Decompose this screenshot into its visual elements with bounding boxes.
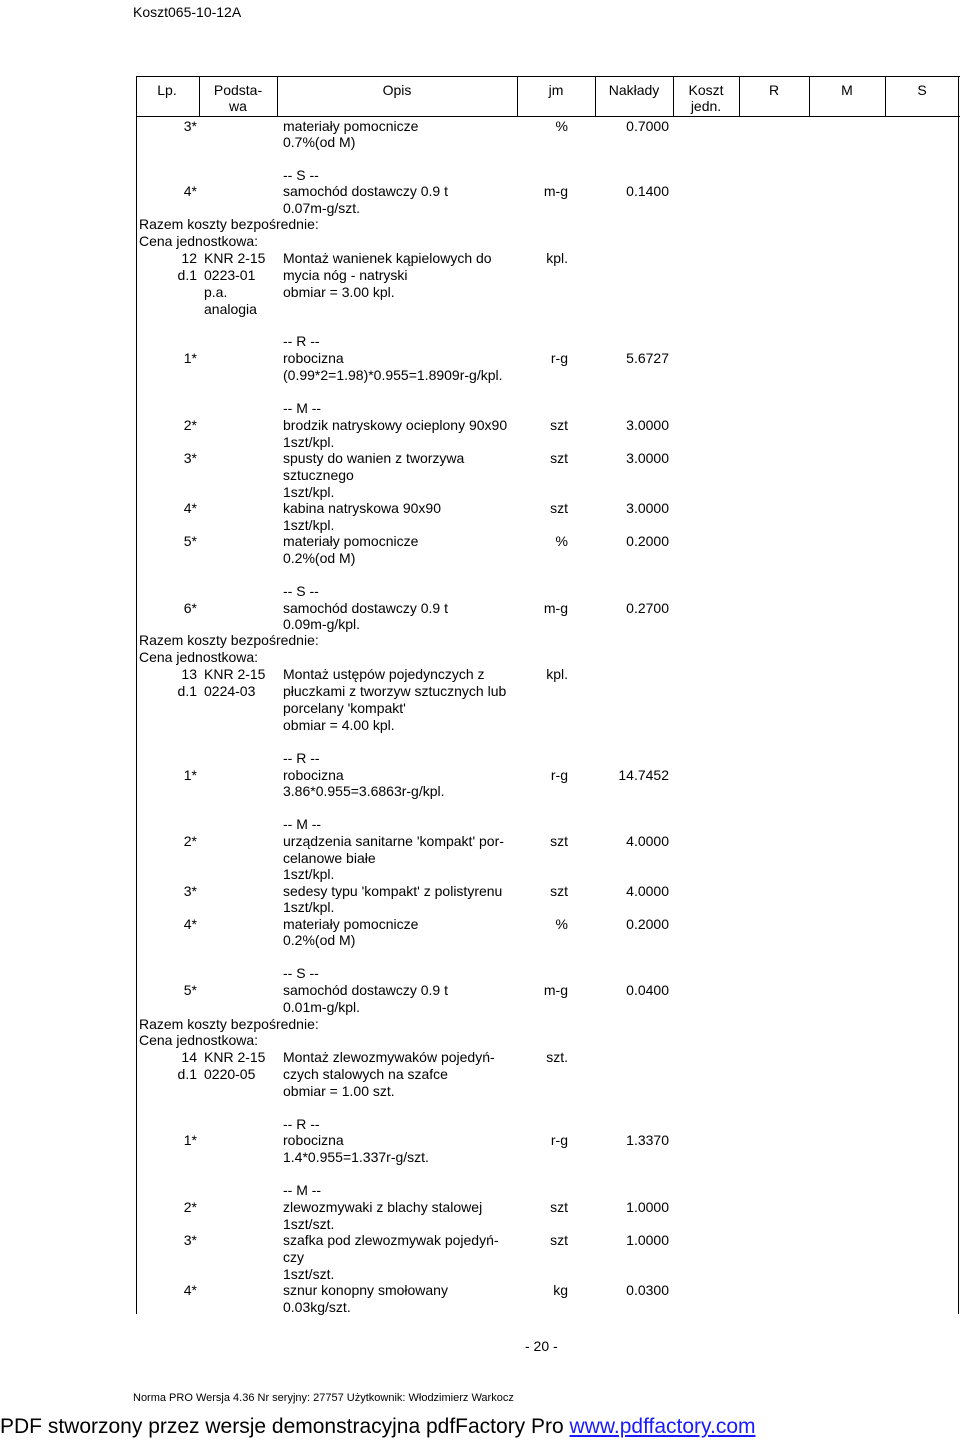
row-opis: 0.07m-g/szt. [283,200,361,216]
row-podstawa: 0224-03 [204,683,256,699]
row-jm: m-g [543,600,568,616]
row-jm: r-g [550,350,568,366]
row-opis: czych stalowych na szafce [283,1066,448,1082]
row-lp: 4* [183,916,197,932]
row-opis: urządzenia sanitarne 'kompakt' por- [283,833,504,849]
row-opis: 1szt/szt. [283,1266,335,1282]
row-lp: 6* [183,600,197,616]
row-opis: 1szt/kpl. [283,866,335,882]
header-bottom-border [136,116,960,117]
page-number: - 20 - [525,1338,558,1354]
row-naklady: 0.2000 [626,916,669,932]
summary-label: Cena jednostkowa: [139,1032,259,1048]
row-podstawa: 0220-05 [204,1066,256,1082]
row-jm: szt. [546,1049,568,1065]
row-naklady: 0.2700 [626,600,669,616]
row-lp: d.1 [177,1066,197,1082]
row-jm: szt [550,1199,568,1215]
row-lp: 4* [183,183,197,199]
row-opis: -- M -- [283,816,322,832]
header-jm: jm [548,82,564,98]
row-lp: 1* [183,350,197,366]
row-jm: szt [550,1232,568,1248]
row-opis: robocizna [283,1132,344,1148]
row-jm: szt [550,833,568,849]
row-opis: obmiar = 3.00 kpl. [283,284,395,300]
row-naklady: 1.0000 [626,1199,669,1215]
header-s: S [917,82,927,98]
row-naklady: 4.0000 [626,883,669,899]
header-col-sep [739,76,740,116]
row-naklady: 3.0000 [626,450,669,466]
row-opis: -- S -- [283,583,319,599]
row-opis: samochód dostawczy 0.9 t [283,183,448,199]
row-lp: 12 [181,250,197,266]
row-naklady: 3.0000 [626,500,669,516]
header-col-sep [673,76,674,116]
row-opis: płuczkami z tworzyw sztucznych lub [283,683,507,699]
row-naklady: 0.0300 [626,1282,669,1298]
row-opis: sztucznego [283,467,354,483]
header-podstawa-2: wa [229,98,247,114]
row-naklady: 1.0000 [626,1232,669,1248]
row-opis: mycia nóg - natryski [283,267,408,283]
row-jm: szt [550,417,568,433]
row-jm: kpl. [546,250,568,266]
row-opis: obmiar = 4.00 kpl. [283,717,395,733]
row-naklady: 4.0000 [626,833,669,849]
table-top-border [136,76,960,77]
row-opis: (0.99*2=1.98)*0.955=1.8909r-g/kpl. [283,367,503,383]
row-opis: materiały pomocnicze [283,118,419,134]
row-opis: szafka pod zlewozmywak pojedyń- [283,1232,499,1248]
row-opis: 0.03kg/szt. [283,1299,351,1315]
row-jm: szt [550,883,568,899]
row-opis: 3.86*0.955=3.6863r-g/kpl. [283,783,445,799]
header-podstawa-1: Podsta- [213,82,263,98]
row-opis: porcelany 'kompakt' [283,700,406,716]
header-koszt-1: Koszt [688,82,724,98]
row-naklady: 0.0400 [626,982,669,998]
row-opis: -- S -- [283,965,319,981]
row-opis: 1szt/kpl. [283,517,335,533]
summary-label: Razem koszty bezpośrednie: [139,632,319,648]
row-opis: spusty do wanien z tworzywa [283,450,465,466]
row-naklady: 0.1400 [626,183,669,199]
row-podstawa: KNR 2-15 [204,666,266,682]
table-left-border [136,76,137,1314]
row-lp: 1* [183,767,197,783]
row-opis: -- S -- [283,167,319,183]
summary-label: Cena jednostkowa: [139,649,259,665]
row-lp: 4* [183,1282,197,1298]
row-opis: samochód dostawczy 0.9 t [283,982,448,998]
row-opis: 1szt/kpl. [283,434,335,450]
row-jm: szt [550,500,568,516]
row-podstawa: KNR 2-15 [204,250,266,266]
row-opis: robocizna [283,767,344,783]
row-opis: kabina natryskowa 90x90 [283,500,441,516]
row-jm: kpl. [546,666,568,682]
row-opis: robocizna [283,350,344,366]
row-jm: m-g [543,183,568,199]
row-naklady: 5.6727 [626,350,669,366]
summary-label: Razem koszty bezpośrednie: [139,216,319,232]
row-opis: 0.09m-g/kpl. [283,616,361,632]
row-opis: -- M -- [283,1182,322,1198]
header-r: R [768,82,780,98]
row-lp: 2* [183,417,197,433]
pdffactory-link[interactable]: www.pdffactory.com [569,1415,756,1438]
row-naklady: 1.3370 [626,1132,669,1148]
header-col-sep [595,76,596,116]
row-opis: materiały pomocnicze [283,916,419,932]
row-lp: 5* [183,982,197,998]
row-jm: % [555,118,568,134]
header-col-sep [517,76,518,116]
row-opis: Montaż ustępów pojedynczych z [283,666,485,682]
row-lp: 1* [183,1132,197,1148]
row-opis: 1.4*0.955=1.337r-g/szt. [283,1149,429,1165]
row-lp: 2* [183,1199,197,1215]
row-opis: 1szt/kpl. [283,484,335,500]
row-naklady: 3.0000 [626,417,669,433]
row-lp: 2* [183,833,197,849]
row-opis: -- R -- [283,1116,320,1132]
row-opis: celanowe białe [283,850,376,866]
row-lp: 4* [183,500,197,516]
summary-label: Cena jednostkowa: [139,233,259,249]
row-naklady: 0.2000 [626,533,669,549]
row-opis: -- R -- [283,750,320,766]
table-right-border [958,76,959,1314]
row-podstawa: KNR 2-15 [204,1049,266,1065]
header-opis: Opis [382,82,412,98]
row-opis: zlewozmywaki z blachy stalowej [283,1199,483,1215]
summary-label: Razem koszty bezpośrednie: [139,1016,319,1032]
row-jm: kg [553,1282,568,1298]
software-footer: Norma PRO Wersja 4.36 Nr seryjny: 27757 Użytkownik: Włodzimierz Warkocz [133,1392,514,1404]
header-col-sep [277,76,278,116]
row-opis: materiały pomocnicze [283,533,419,549]
header-m: M [841,82,853,98]
row-jm: szt [550,450,568,466]
header-col-sep [885,76,886,116]
row-podstawa: analogia [204,301,257,317]
row-opis: sznur konopny smołowany [283,1282,448,1298]
row-opis: 0.7%(od M) [283,134,356,150]
row-lp: 13 [181,666,197,682]
row-jm: % [555,916,568,932]
row-opis: obmiar = 1.00 szt. [283,1083,395,1099]
pdf-watermark-text: PDF stworzony przez wersje demonstracyjna pdfFactory Pro [0,1415,570,1438]
row-opis: 0.01m-g/kpl. [283,999,361,1015]
row-opis: 1szt/kpl. [283,899,335,915]
row-jm: % [555,533,568,549]
row-opis: 0.2%(od M) [283,932,356,948]
row-opis: -- M -- [283,400,322,416]
row-lp: 3* [183,883,197,899]
row-lp: 14 [181,1049,197,1065]
row-podstawa: p.a. [204,284,228,300]
row-naklady: 0.7000 [626,118,669,134]
header-naklady: Nakłady [608,82,660,98]
row-podstawa: 0223-01 [204,267,256,283]
header-koszt-2: jedn. [690,98,722,114]
row-opis: Montaż wanienek kąpielowych do [283,250,492,266]
row-lp: 3* [183,118,197,134]
row-lp: 5* [183,533,197,549]
row-opis: -- R -- [283,333,320,349]
row-jm: r-g [550,1132,568,1148]
row-lp: d.1 [177,683,197,699]
row-opis: sedesy typu 'kompakt' z polistyrenu [283,883,503,899]
row-jm: m-g [543,982,568,998]
header-col-sep [809,76,810,116]
row-lp: 3* [183,1232,197,1248]
document-title: Koszt065-10-12A [133,4,242,20]
row-naklady: 14.7452 [618,767,669,783]
header-lp: Lp. [157,82,177,98]
row-opis: 1szt/szt. [283,1216,335,1232]
pdf-watermark [0,1414,756,1440]
row-opis: czy [283,1249,304,1265]
row-opis: samochód dostawczy 0.9 t [283,600,448,616]
header-col-sep [199,76,200,116]
row-lp: 3* [183,450,197,466]
row-opis: 0.2%(od M) [283,550,356,566]
row-opis: Montaż zlewozmywaków pojedyń- [283,1049,495,1065]
row-jm: r-g [550,767,568,783]
row-opis: brodzik natryskowy ocieplony 90x90 [283,417,508,433]
row-lp: d.1 [177,267,197,283]
